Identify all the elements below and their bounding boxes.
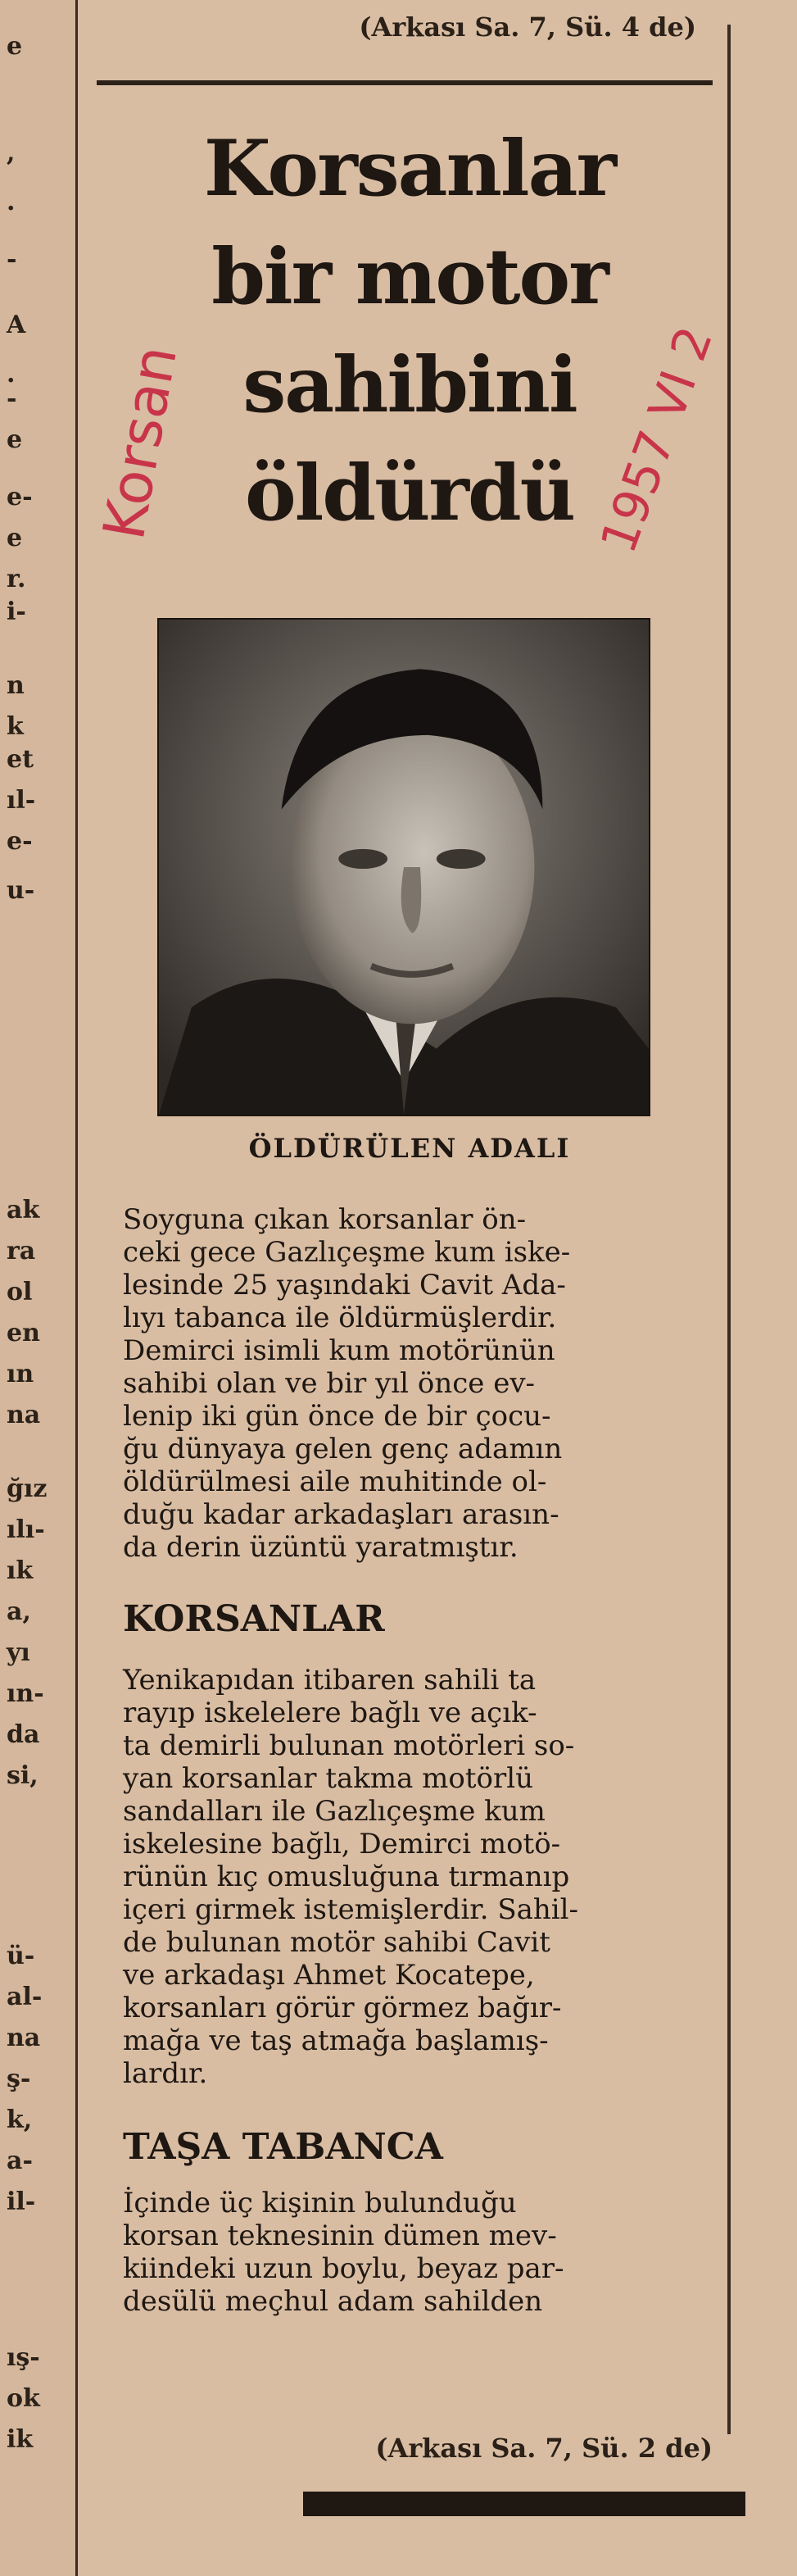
article-line: yan korsanlar takma motörlü bbox=[123, 1762, 534, 1795]
adjacent-text-fragment: e bbox=[7, 32, 23, 61]
adjacent-text-fragment: ıl- bbox=[7, 786, 36, 815]
article-line: lenip iki gün önce de bir çocu- bbox=[123, 1400, 551, 1433]
adjacent-text-fragment: a- bbox=[7, 2147, 33, 2175]
adjacent-text-fragment: A bbox=[7, 311, 26, 339]
adjacent-text-fragment: k bbox=[7, 712, 24, 741]
handwritten-text: 1957 VI 2 bbox=[590, 319, 725, 561]
article-paragraph-1 bbox=[123, 1203, 721, 1564]
headline-line: sahibini bbox=[242, 340, 577, 430]
article-line: mağa ve taş atmağa başlamış- bbox=[123, 2024, 549, 2057]
adjacent-text-fragment: il- bbox=[7, 2188, 36, 2216]
article-line: iskelesine bağlı, Demirci motö- bbox=[123, 1828, 561, 1860]
adjacent-text-fragment: ak bbox=[7, 1196, 40, 1224]
subheading-korsanlar: KORSANLAR bbox=[123, 1598, 385, 1640]
subheading-tasa-tabanca: TAŞA TABANCA bbox=[123, 2126, 443, 2168]
handwritten-date bbox=[573, 148, 725, 574]
portrait-photo bbox=[157, 618, 650, 1116]
article-line: rünün kıç omusluğuna tırmanıp bbox=[123, 1860, 570, 1893]
portrait-image bbox=[159, 620, 649, 1115]
article-line: de bulunan motör sahibi Cavit bbox=[123, 1926, 550, 1959]
column-rule bbox=[727, 25, 731, 2434]
article-line: korsanları görür görmez bağır- bbox=[123, 1992, 562, 2024]
article-line: lıyı tabanca ile öldürmüşlerdir. bbox=[123, 1302, 557, 1334]
adjacent-text-fragment: ra bbox=[7, 1237, 36, 1265]
adjacent-text-fragment: yı bbox=[7, 1638, 30, 1667]
adjacent-text-fragment: e bbox=[7, 524, 23, 552]
article-line: ve arkadaşı Ahmet Kocatepe, bbox=[123, 1959, 535, 1992]
article-line: sahibi olan ve bir yıl önce ev- bbox=[123, 1367, 536, 1400]
headline-line: Korsanlar bbox=[203, 124, 616, 214]
article-line: Yenikapıdan itibaren sahili ta bbox=[123, 1664, 537, 1697]
adjacent-text-fragment: en bbox=[7, 1319, 40, 1347]
adjacent-text-fragment: ik bbox=[7, 2425, 34, 2454]
top-rule bbox=[97, 80, 713, 85]
adjacent-text-fragment: - bbox=[7, 384, 17, 413]
handwritten-note-left bbox=[57, 189, 191, 545]
article-line: ğu dünyaya gelen genç adamın bbox=[123, 1433, 563, 1465]
adjacent-text-fragment: e- bbox=[7, 483, 33, 511]
article-line: içeri girmek istemişlerdir. Sahil- bbox=[123, 1893, 579, 1926]
adjacent-text-fragment: et bbox=[7, 745, 34, 774]
article-paragraph-3 bbox=[123, 2187, 721, 2318]
photo-caption: ÖLDÜRÜLEN ADALI bbox=[248, 1133, 571, 1164]
adjacent-text-fragment: ın bbox=[7, 1360, 34, 1388]
article-paragraph-2 bbox=[123, 1664, 721, 2090]
adjacent-text-fragment: ılı- bbox=[7, 1515, 45, 1544]
adjacent-text-fragment: . bbox=[7, 360, 16, 388]
article-line: da derin üzüntü yaratmıştır. bbox=[123, 1531, 519, 1564]
adjacent-text-fragment: u- bbox=[7, 876, 35, 905]
adjacent-text-fragment: al- bbox=[7, 1983, 43, 2011]
continuation-note-bottom: (Arkası Sa. 7, Sü. 2 de) bbox=[375, 2433, 713, 2464]
article-line: İçinde üç kişinin bulunduğu bbox=[123, 2187, 517, 2219]
adjacent-text-fragment: na bbox=[7, 1401, 41, 1429]
adjacent-text-fragment: ık bbox=[7, 1556, 34, 1585]
adjacent-text-fragment: . bbox=[7, 188, 16, 216]
adjacent-text-fragment: e bbox=[7, 425, 23, 454]
adjacent-text-fragment: ış- bbox=[7, 2343, 40, 2372]
adjacent-text-fragment: i- bbox=[7, 597, 26, 626]
adjacent-text-fragment: r. bbox=[7, 565, 26, 593]
adjacent-text-fragment: a, bbox=[7, 1597, 31, 1626]
article-line: Soyguna çıkan korsanlar ön- bbox=[123, 1203, 527, 1236]
article-line: desülü meçhul adam sahilden bbox=[123, 2285, 543, 2318]
adjacent-text-fragment: ş- bbox=[7, 2065, 31, 2093]
adjacent-text-fragment: k, bbox=[7, 2106, 33, 2134]
bottom-rule bbox=[303, 2492, 745, 2516]
adjacent-text-fragment: , bbox=[7, 139, 16, 167]
article-line: sandalları ile Gazlıçeşme kum bbox=[123, 1795, 546, 1828]
adjacent-text-fragment: da bbox=[7, 1720, 40, 1749]
adjacent-text-fragment: si, bbox=[7, 1761, 38, 1790]
adjacent-text-fragment: ok bbox=[7, 2384, 40, 2413]
headline-line: bir motor bbox=[211, 232, 608, 322]
adjacent-text-fragment: ın- bbox=[7, 1679, 44, 1708]
adjacent-text-fragment: - bbox=[7, 245, 17, 274]
handwritten-text: Korsan bbox=[90, 340, 191, 545]
adjacent-text-fragment: ü- bbox=[7, 1942, 35, 1970]
article-line: korsan teknesinin dümen mev- bbox=[123, 2219, 557, 2252]
article-line: lesinde 25 yaşındaki Cavit Ada- bbox=[123, 1269, 566, 1302]
article-line: ceki gece Gazlıçeşme kum iske- bbox=[123, 1236, 571, 1269]
article-line: kiindeki uzun boylu, beyaz par- bbox=[123, 2252, 564, 2285]
continuation-note-top: (Arkası Sa. 7, Sü. 4 de) bbox=[359, 11, 696, 43]
article-line: duğu kadar arkadaşları arasın- bbox=[123, 1498, 559, 1531]
adjacent-text-fragment: ol bbox=[7, 1278, 33, 1306]
article-line: rayıp iskelelere bağlı ve açık- bbox=[123, 1697, 537, 1729]
article-line: lardır. bbox=[123, 2057, 208, 2090]
article-line: Demirci isimli kum motörünün bbox=[123, 1334, 555, 1367]
article-line: ta demirli bulunan motörleri so- bbox=[123, 1729, 575, 1762]
adjacent-text-fragment: n bbox=[7, 671, 25, 700]
article-line: öldürülmesi aile muhitinde ol- bbox=[123, 1465, 547, 1498]
adjacent-text-fragment: ğız bbox=[7, 1474, 48, 1503]
adjacent-text-fragment: e- bbox=[7, 827, 33, 856]
adjacent-text-fragment: na bbox=[7, 2024, 41, 2052]
headline-line: öldürdü bbox=[244, 448, 575, 538]
